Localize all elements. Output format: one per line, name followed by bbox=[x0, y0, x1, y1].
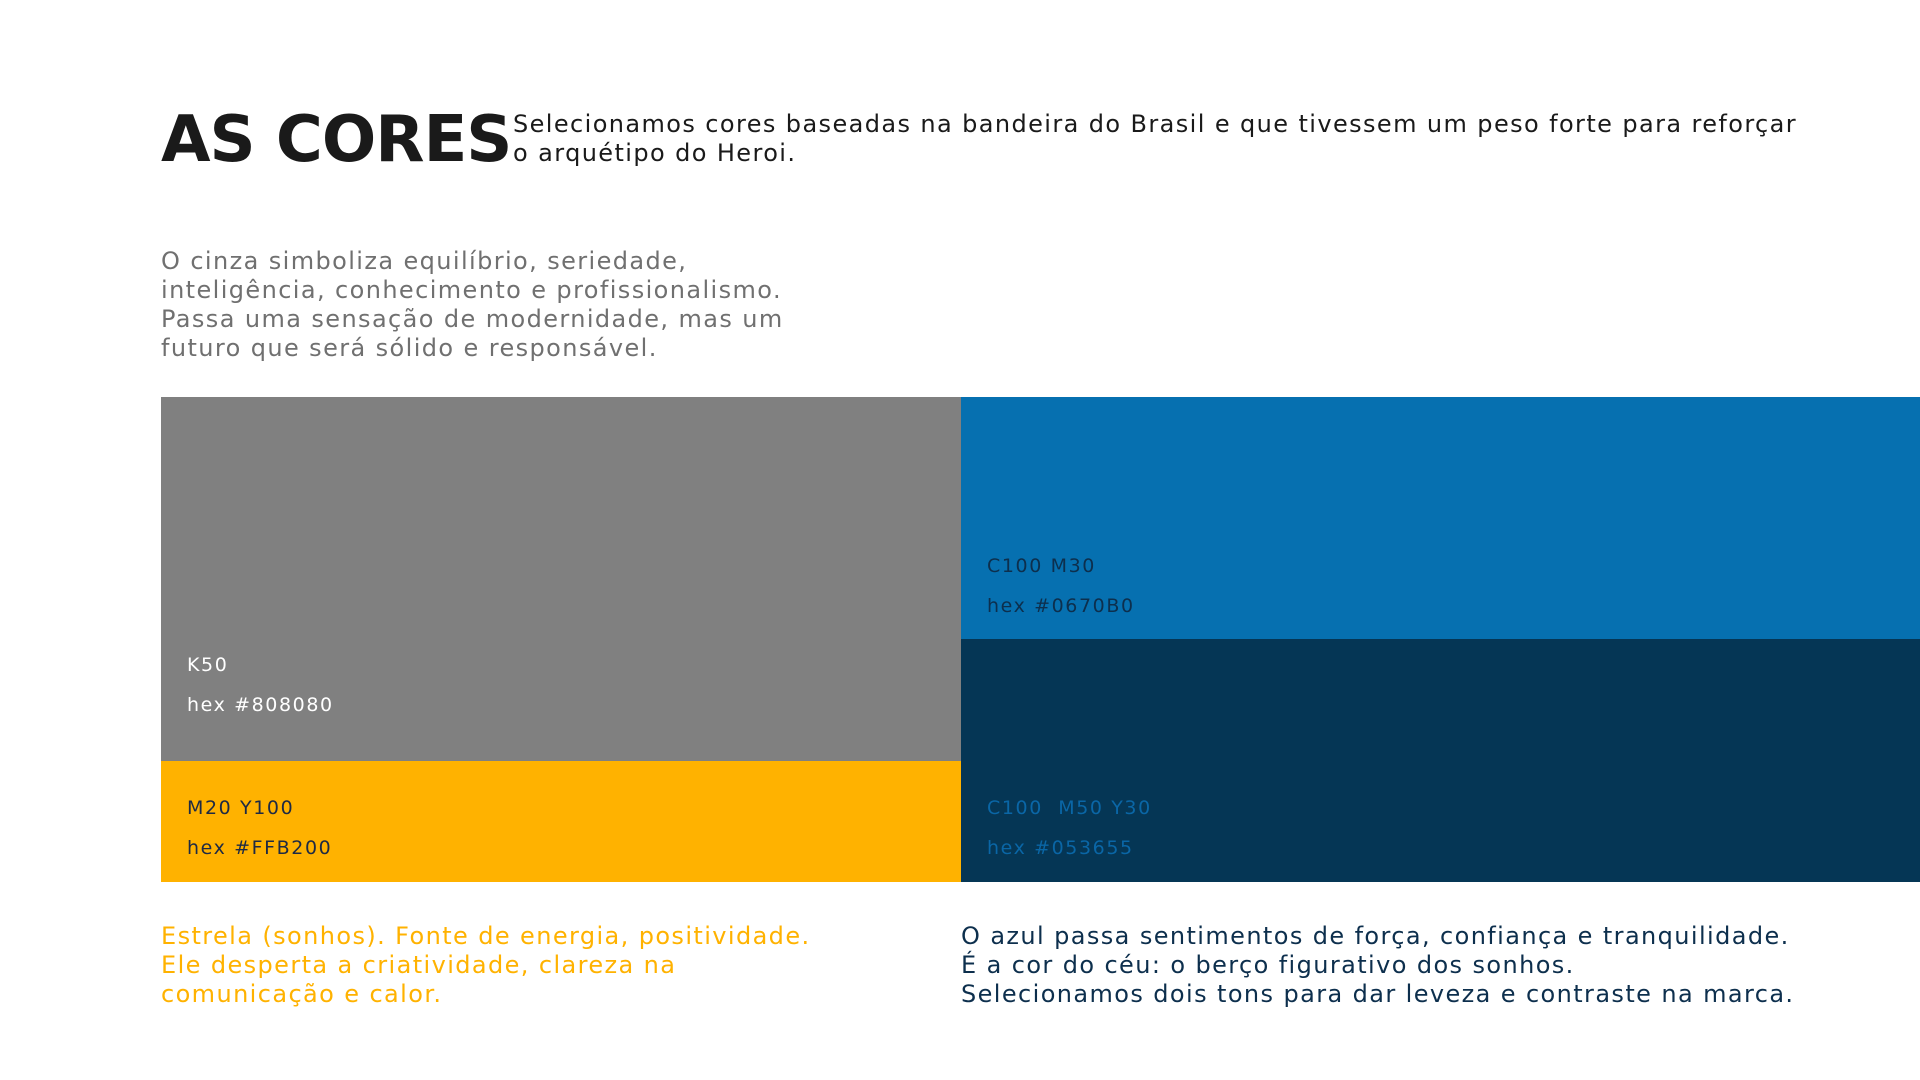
page-title: AS CORES bbox=[161, 103, 512, 177]
yellow-swatch-codes bbox=[187, 796, 332, 860]
navy-cmyk-code: C100 M50 Y30 bbox=[987, 797, 1152, 819]
yellow-cmyk-code: M20 Y100 bbox=[187, 797, 295, 819]
navy-hex-code: hex #053655 bbox=[987, 837, 1134, 859]
blue-description-line: O azul passa sentimentos de força, confiança e tranquilidade. bbox=[961, 922, 1790, 950]
gray-description-line: Passa uma sensação de modernidade, mas um bbox=[161, 305, 784, 333]
yellow-description-line: Estrela (sonhos). Fonte de energia, positividade. bbox=[161, 922, 811, 950]
blue-hex-code: hex #0670B0 bbox=[987, 595, 1135, 617]
blue-cmyk-code: C100 M30 bbox=[987, 555, 1096, 577]
intro-line: o arquétipo do Heroi. bbox=[513, 139, 797, 167]
blue-description-line: É a cor do céu: o berço figurativo dos sonhos. bbox=[961, 951, 1575, 979]
gray-description-line: inteligência, conhecimento e profissionalismo. bbox=[161, 276, 782, 304]
yellow-description-line: Ele desperta a criatividade, clareza na bbox=[161, 951, 677, 979]
yellow-description-line: comunicação e calor. bbox=[161, 980, 443, 1008]
gray-hex-code: hex #808080 bbox=[187, 694, 334, 716]
navy-swatch-codes bbox=[987, 796, 1152, 860]
gray-swatch-codes bbox=[187, 653, 334, 717]
gray-cmyk-code: K50 bbox=[187, 654, 229, 676]
intro-line: Selecionamos cores baseadas na bandeira do Brasil e que tivessem um peso forte para reforçar bbox=[513, 110, 1798, 138]
intro-text bbox=[513, 110, 1893, 168]
blue-description bbox=[961, 922, 1901, 1009]
yellow-hex-code: hex #FFB200 bbox=[187, 837, 333, 859]
gray-description-line: futuro que será sólido e responsável. bbox=[161, 334, 658, 362]
blue-description-line: Selecionamos dois tons para dar leveza e contraste na marca. bbox=[961, 980, 1795, 1008]
gray-description bbox=[161, 247, 861, 363]
blue-swatch-codes bbox=[987, 554, 1135, 618]
yellow-description bbox=[161, 922, 941, 1009]
gray-description-line: O cinza simboliza equilíbrio, seriedade, bbox=[161, 247, 688, 275]
